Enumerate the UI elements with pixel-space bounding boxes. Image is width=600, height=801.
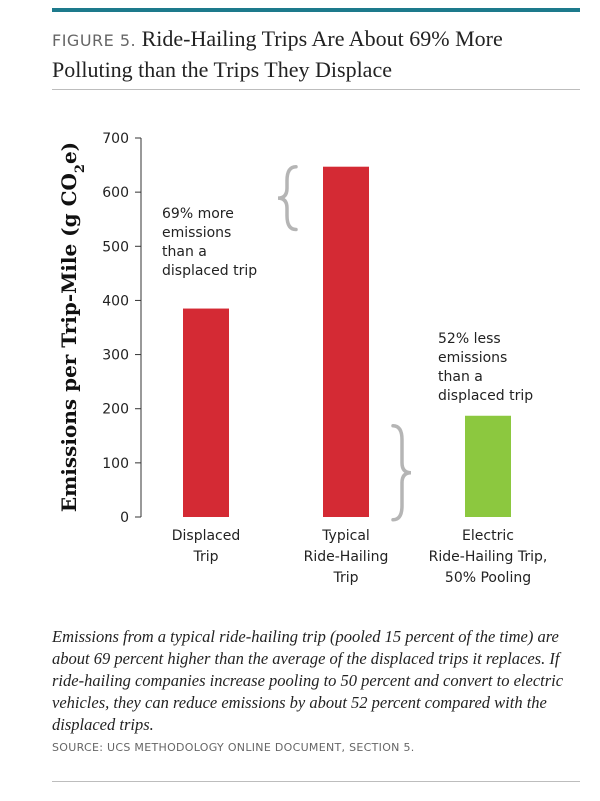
annotation-text: 69% more emissions than a displaced trip [162, 206, 258, 279]
y-tick-label: 100 [102, 455, 129, 472]
bar [323, 167, 369, 517]
x-tick-label: Typical Ride-Hailing Trip [303, 528, 389, 586]
y-tick-label: 700 [102, 131, 129, 147]
x-tick-label: Electric Ride-Hailing Trip, 50% Pooling [428, 528, 548, 586]
y-tick-label: 200 [102, 401, 129, 418]
y-axis [102, 131, 141, 526]
figure-caption: Emissions from a typical ride-hailing trip (pooled 15 percent of the time) are about 69 percent higher than the average of the displaced trips it replaces. If ride-hailing companies increase pooling to 50 percent and convert to electric vehicles, they can reduce emissions by about 52 percent compared with the displaced trips. [52, 627, 564, 734]
y-tick-label: 0 [120, 510, 129, 526]
bar [183, 309, 229, 517]
brace [278, 167, 296, 230]
y-tick-label: 300 [102, 347, 129, 364]
y-tick-label: 400 [102, 293, 129, 310]
figure-label: FIGURE 5. [52, 31, 137, 50]
figure-source: SOURCE: UCS METHODOLOGY ONLINE DOCUMENT, SECTION 5. [52, 741, 415, 754]
x-axis-labels [172, 528, 548, 586]
bottom-divider [52, 781, 580, 782]
annotation-text: 52% less emissions than a displaced trip [438, 331, 534, 404]
y-tick-label: 600 [102, 185, 129, 202]
y-axis-title: Emissions per Trip-Mile (g $CO_2e$) [57, 141, 88, 513]
brace [393, 426, 411, 520]
y-tick-label: 500 [102, 239, 129, 256]
x-tick-label: Displaced Trip [171, 528, 241, 565]
bar [465, 416, 511, 517]
figure-title-text: Ride-Hailing Trips Are About 69% More Polluting than the Trips They Displace [52, 26, 503, 82]
